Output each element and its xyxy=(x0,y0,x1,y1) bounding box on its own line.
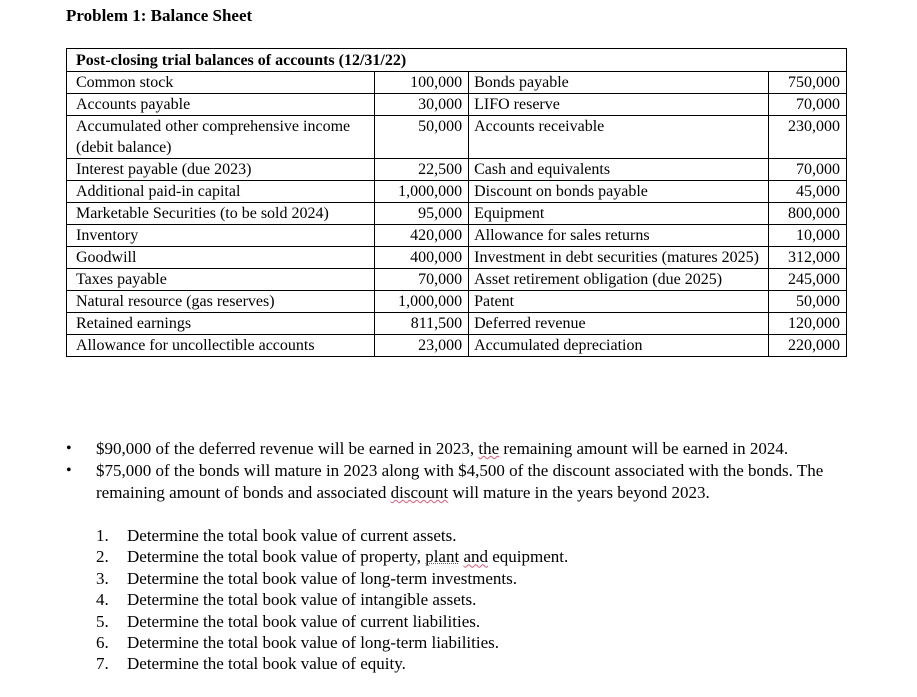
grammar-flag: plant xyxy=(425,547,460,567)
table-row xyxy=(67,181,847,203)
left-account-label: Goodwill xyxy=(67,247,375,269)
right-account-amount: 10,000 xyxy=(769,225,847,247)
right-account-amount: 230,000 xyxy=(769,116,847,159)
left-account-amount: 30,000 xyxy=(375,94,469,116)
spelling-flag: discount xyxy=(390,483,449,502)
task-item xyxy=(96,525,568,546)
right-account-label: Asset retirement obligation (due 2025) xyxy=(469,269,769,291)
task-item xyxy=(96,568,568,589)
left-account-label: Marketable Securities (to be sold 2024) xyxy=(67,203,375,225)
left-account-amount: 100,000 xyxy=(375,72,469,94)
table-header-row xyxy=(67,49,847,72)
table-header: Post-closing trial balances of accounts (12/31/22) xyxy=(67,49,847,72)
table-row xyxy=(67,269,847,291)
problem-title: Problem 1: Balance Sheet xyxy=(66,6,253,25)
right-account-amount: 70,000 xyxy=(769,159,847,181)
task-item xyxy=(96,653,568,674)
table-row xyxy=(67,203,847,225)
left-account-amount: 50,000 xyxy=(375,116,469,159)
right-account-label: Patent xyxy=(469,291,769,313)
left-account-label: Taxes payable xyxy=(67,269,375,291)
task-text: equipment. xyxy=(488,547,569,567)
task-text: Determine the total book value of intangible assets. xyxy=(127,590,477,610)
table-row xyxy=(67,291,847,313)
table-row xyxy=(67,72,847,94)
task-item xyxy=(96,546,568,567)
task-number: 3. xyxy=(96,568,109,588)
right-account-label: LIFO reserve xyxy=(469,94,769,116)
task-number: 1. xyxy=(96,526,109,545)
right-account-label: Bonds payable xyxy=(469,72,769,94)
right-account-label: Deferred revenue xyxy=(469,313,769,335)
right-account-amount: 50,000 xyxy=(769,291,847,313)
table-row xyxy=(67,159,847,181)
note-text: $90,000 of the deferred revenue will be earned in 2023, xyxy=(96,439,479,458)
note-text: remaining amount will be earned in 2024. xyxy=(499,439,789,458)
task-text: Determine the total book value of current liabilities. xyxy=(127,611,481,631)
table-body xyxy=(67,72,847,357)
right-account-amount: 45,000 xyxy=(769,181,847,203)
right-account-amount: 312,000 xyxy=(769,247,847,269)
right-account-label: Equipment xyxy=(469,203,769,225)
right-account-amount: 70,000 xyxy=(769,94,847,116)
right-account-amount: 245,000 xyxy=(769,269,847,291)
left-account-label: Additional paid-in capital xyxy=(67,181,375,203)
left-account-label: Allowance for uncollectible accounts xyxy=(67,335,375,357)
right-account-amount: 800,000 xyxy=(769,203,847,225)
task-number: 2. xyxy=(96,547,109,567)
left-account-amount: 70,000 xyxy=(375,269,469,291)
left-account-amount: 400,000 xyxy=(375,247,469,269)
left-account-label: Interest payable (due 2023) xyxy=(67,159,375,181)
spelling-flag: the xyxy=(478,439,500,458)
left-account-amount: 23,000 xyxy=(375,335,469,357)
right-account-label: Discount on bonds payable xyxy=(469,181,769,203)
right-account-amount: 750,000 xyxy=(769,72,847,94)
left-account-amount: 95,000 xyxy=(375,203,469,225)
right-account-label: Accounts receivable xyxy=(469,116,769,159)
task-text: Determine the total book value of current assets. xyxy=(127,526,457,545)
note-text: $75,000 of the bonds will mature in 2023 along with $4,500 of the discount associated with the bonds. The remaining amount of bonds and associated xyxy=(96,461,824,502)
spelling-flag: and xyxy=(463,547,488,567)
task-number: 4. xyxy=(96,590,109,610)
table-row xyxy=(67,247,847,269)
task-number: 6. xyxy=(96,633,109,653)
task-item xyxy=(96,589,568,610)
task-number: 5. xyxy=(96,611,109,631)
left-account-label: Retained earnings xyxy=(67,313,375,335)
right-account-label: Cash and equivalents xyxy=(469,159,769,181)
left-account-label: Common stock xyxy=(67,72,375,94)
right-account-label: Investment in debt securities (matures 2025) xyxy=(469,247,769,269)
table-row xyxy=(67,335,847,357)
task-item xyxy=(96,632,568,653)
task-text: Determine the total book value of equity. xyxy=(127,654,406,674)
left-account-label: Inventory xyxy=(67,225,375,247)
left-account-amount: 1,000,000 xyxy=(375,291,469,313)
right-account-amount: 220,000 xyxy=(769,335,847,357)
left-account-label: Accumulated other comprehensive income (debit balance) xyxy=(67,116,375,159)
notes-list xyxy=(96,438,886,504)
left-account-amount: 811,500 xyxy=(375,313,469,335)
task-text: Determine the total book value of long-term liabilities. xyxy=(127,633,500,653)
left-account-label: Accounts payable xyxy=(67,94,375,116)
note-text: will mature in the years beyond 2023. xyxy=(448,483,710,502)
right-account-label: Allowance for sales returns xyxy=(469,225,769,247)
left-account-amount: 1,000,000 xyxy=(375,181,469,203)
left-account-label: Natural resource (gas reserves) xyxy=(67,291,375,313)
note-item xyxy=(96,460,886,504)
right-account-amount: 120,000 xyxy=(769,313,847,335)
tasks-list xyxy=(96,525,568,675)
note-item xyxy=(96,438,886,460)
table-row xyxy=(67,225,847,247)
left-account-amount: 420,000 xyxy=(375,225,469,247)
left-account-amount: 22,500 xyxy=(375,159,469,181)
right-account-label: Accumulated depreciation xyxy=(469,335,769,357)
task-text: Determine the total book value of property, xyxy=(127,547,426,567)
task-text: Determine the total book value of long-term investments. xyxy=(127,568,517,588)
task-number: 7. xyxy=(96,654,109,674)
table-row xyxy=(67,116,847,159)
table-row xyxy=(67,313,847,335)
trial-balance-table xyxy=(66,48,847,357)
table-row xyxy=(67,94,847,116)
task-item xyxy=(96,611,568,632)
